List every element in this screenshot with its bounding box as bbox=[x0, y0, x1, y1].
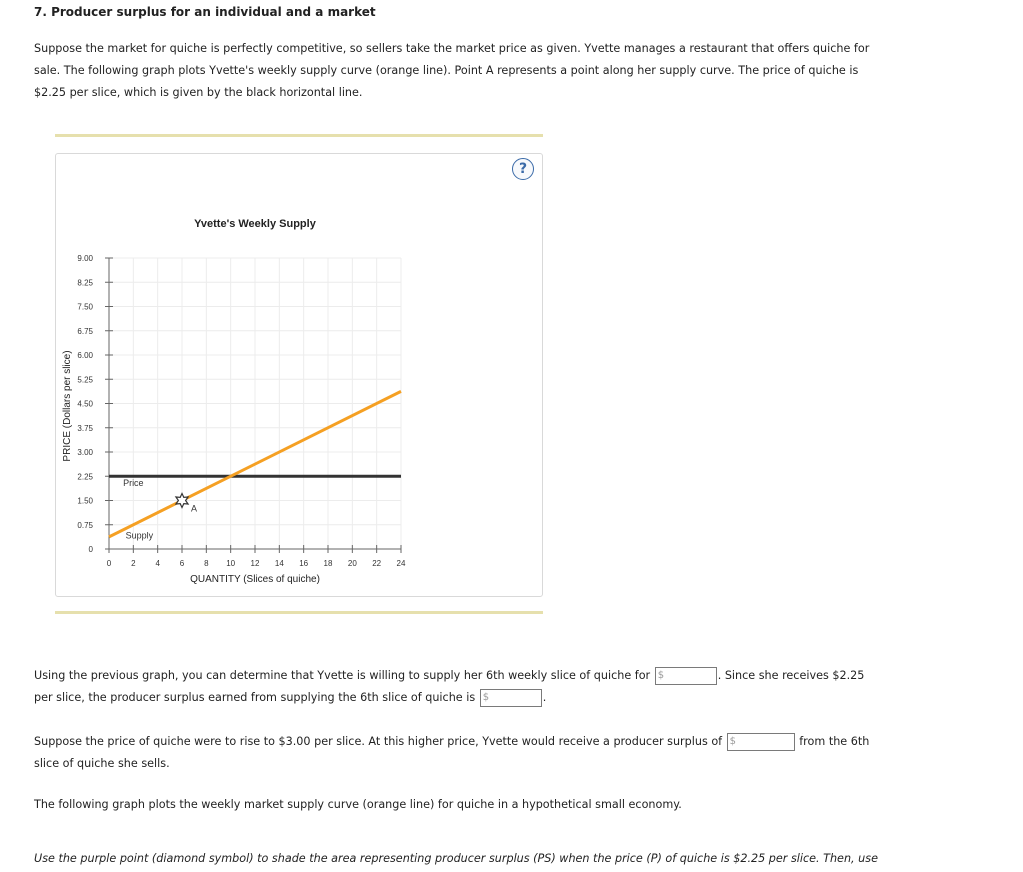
x-axis-label: QUANTITY (Slices of quiche) bbox=[190, 574, 320, 585]
dollar-prefix: $ bbox=[729, 736, 737, 747]
y-tick-label: 9.00 bbox=[77, 254, 93, 263]
y-tick-label: 6.00 bbox=[77, 351, 93, 360]
y-tick-label: 3.00 bbox=[77, 448, 93, 457]
y-tick-label: 0.75 bbox=[77, 520, 93, 530]
section-3-line2-text: slice of quiche she sells. bbox=[34, 757, 170, 770]
section-2-line2-tail: . bbox=[542, 691, 547, 704]
section-5-paragraph bbox=[34, 848, 878, 870]
supply-curve-label: Supply bbox=[125, 530, 154, 541]
section-2-line2-text: per slice, the producer surplus earned from supplying the 6th slice of quiche is bbox=[34, 691, 476, 704]
x-tick-label: 20 bbox=[347, 559, 357, 568]
price-line-label: Price bbox=[123, 477, 144, 488]
y-tick-label: 4.50 bbox=[77, 399, 93, 409]
chart-labels bbox=[62, 218, 320, 585]
section-3-paragraph bbox=[34, 731, 869, 775]
y-tick-label: 5.25 bbox=[77, 375, 93, 385]
x-tick-label: 10 bbox=[226, 559, 236, 568]
chart-grid bbox=[109, 258, 401, 549]
section-5-text: Use the purple point (diamond symbol) to shade the area representing producer surplus (PS) when the price (P) of quiche is $2.25 per slice. Then, use bbox=[34, 852, 878, 865]
producer-surplus-6th-slice-input[interactable] bbox=[480, 689, 542, 707]
y-tick-label: 3.75 bbox=[77, 423, 93, 433]
dollar-prefix: $ bbox=[657, 670, 665, 681]
willingness-to-supply-input[interactable] bbox=[655, 667, 717, 685]
bottom-divider bbox=[55, 611, 543, 614]
y-tick-label: 6.75 bbox=[77, 326, 93, 336]
x-tick-label: 4 bbox=[155, 559, 160, 568]
intro-line-2: sale. The following graph plots Yvette's weekly supply curve (orange line). Point A represents a point along her supply curve. The price of quiche is bbox=[34, 64, 859, 77]
point-a-marker bbox=[176, 494, 188, 508]
chart-axes bbox=[77, 254, 406, 568]
section-2-paragraph bbox=[34, 665, 864, 709]
intro-line-1: Suppose the market for quiche is perfectly competitive, so sellers take the market price as given. Yvette manages a restaurant that offers quiche for bbox=[34, 42, 870, 55]
x-tick-label: 14 bbox=[274, 559, 284, 568]
x-tick-label: 2 bbox=[131, 559, 136, 568]
point-a-label: A bbox=[191, 503, 198, 514]
section-2-line1-tail: . Since she receives $2.25 bbox=[717, 669, 865, 682]
y-tick-label: 8.25 bbox=[77, 278, 93, 288]
x-tick-label: 12 bbox=[250, 559, 260, 568]
y-tick-label: 2.25 bbox=[77, 472, 93, 482]
y-axis-label: PRICE (Dollars per slice) bbox=[62, 350, 73, 462]
y-tick-label: 1.50 bbox=[77, 496, 93, 506]
y-tick-label: 0 bbox=[88, 545, 93, 554]
x-tick-label: 0 bbox=[106, 559, 112, 568]
section-3-line1-tail: from the 6th bbox=[799, 735, 870, 748]
y-tick-label: 7.50 bbox=[77, 302, 93, 312]
x-tick-label: 18 bbox=[323, 559, 333, 568]
chart-title: Yvette's Weekly Supply bbox=[194, 218, 316, 230]
question-title: 7. Producer surplus for an individual and a market bbox=[34, 5, 376, 19]
section-4-paragraph bbox=[34, 794, 682, 816]
x-tick-label: 16 bbox=[299, 559, 309, 568]
x-tick-label: 8 bbox=[204, 559, 209, 568]
x-tick-label: 22 bbox=[372, 559, 382, 568]
help-icon[interactable]: ? bbox=[512, 158, 534, 180]
section-2-line1-text: Using the previous graph, you can determine that Yvette is willing to supply her 6th weekly slice of quiche for bbox=[34, 669, 651, 682]
x-tick-label: 6 bbox=[179, 559, 185, 568]
intro-line-3: $2.25 per slice, which is given by the black horizontal line. bbox=[34, 86, 363, 99]
dollar-prefix: $ bbox=[482, 692, 490, 703]
x-tick-label: 24 bbox=[396, 559, 406, 568]
producer-surplus-higher-price-input[interactable] bbox=[727, 733, 795, 751]
section-4-text: The following graph plots the weekly market supply curve (orange line) for quiche in a hypothetical small economy. bbox=[34, 798, 682, 811]
section-3-line1-text: Suppose the price of quiche were to rise to $3.00 per slice. At this higher price, Yvette would receive a producer surplus of bbox=[34, 735, 723, 748]
